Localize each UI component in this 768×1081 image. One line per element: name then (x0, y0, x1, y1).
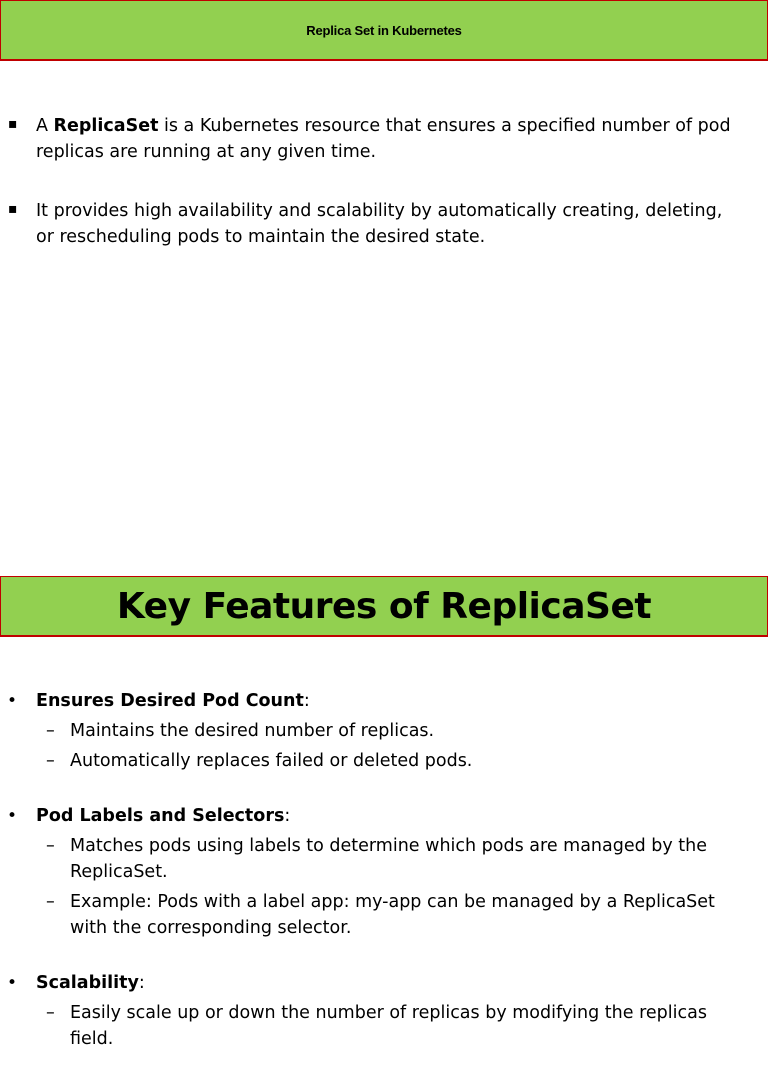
sub-item-text: Maintains the desired number of replicas. (70, 721, 435, 741)
feature-heading: Scalability (36, 973, 139, 993)
square-bullet-icon: ▪ (8, 201, 18, 217)
slide-1-bullet-1 (0, 113, 768, 165)
slide-1-bullet-list (0, 113, 768, 283)
sub-list-item (36, 833, 744, 885)
slide-2-title-bar (0, 576, 768, 637)
slide-2-feature-list (0, 688, 768, 1081)
dot-bullet-icon: • (7, 806, 18, 826)
sub-list-item (36, 718, 744, 744)
bullet-1-prefix: A (36, 116, 54, 136)
dot-bullet-icon: • (7, 973, 18, 993)
feature-heading-suffix: : (303, 691, 310, 711)
feature-heading: Ensures Desired Pod Count (36, 691, 304, 711)
bullet-1-text: is a Kubernetes resource that ensures a specified number of pod replicas are running at any given time. (36, 116, 731, 162)
sub-item-text: Easily scale up or down the number of replicas by modifying the replicas field. (70, 1003, 707, 1049)
slide-2-title: Key Features of ReplicaSet (116, 585, 652, 627)
sub-list-item (36, 889, 744, 941)
feature-heading: Pod Labels and Selectors (36, 806, 285, 826)
sub-list-item (36, 748, 744, 774)
dash-bullet-icon: – (46, 892, 55, 912)
feature-sub-list (36, 833, 744, 941)
dash-bullet-icon: – (46, 751, 55, 771)
feature-item (0, 688, 768, 774)
dot-bullet-icon: • (7, 691, 18, 711)
slide-1-bullet-2 (0, 198, 768, 250)
slide-1-title-bar (0, 0, 768, 61)
feature-sub-list (36, 718, 744, 774)
bullet-2-text: It provides high availability and scalability by automatically creating, deleting, or rescheduling pods to maintain the desired state. (36, 201, 723, 247)
feature-heading-suffix: : (284, 806, 291, 826)
dash-bullet-icon: – (46, 721, 55, 741)
slide-1-title: Replica Set in Kubernetes (306, 22, 462, 38)
sub-item-text: Automatically replaces failed or deleted pods. (70, 751, 473, 771)
feature-item (0, 803, 768, 941)
bullet-1-bold-term: ReplicaSet (53, 116, 159, 136)
square-bullet-icon: ▪ (8, 116, 18, 132)
feature-item (0, 970, 768, 1052)
dash-bullet-icon: – (46, 1003, 55, 1023)
sub-item-text: Example: Pods with a label app: my-app can be managed by a ReplicaSet with the corresponding selector. (70, 892, 715, 938)
sub-item-text: Matches pods using labels to determine which pods are managed by the ReplicaSet. (70, 836, 708, 882)
sub-list-item (36, 1000, 744, 1052)
feature-heading-suffix: : (138, 973, 145, 993)
dash-bullet-icon: – (46, 836, 55, 856)
feature-sub-list (36, 1000, 744, 1052)
